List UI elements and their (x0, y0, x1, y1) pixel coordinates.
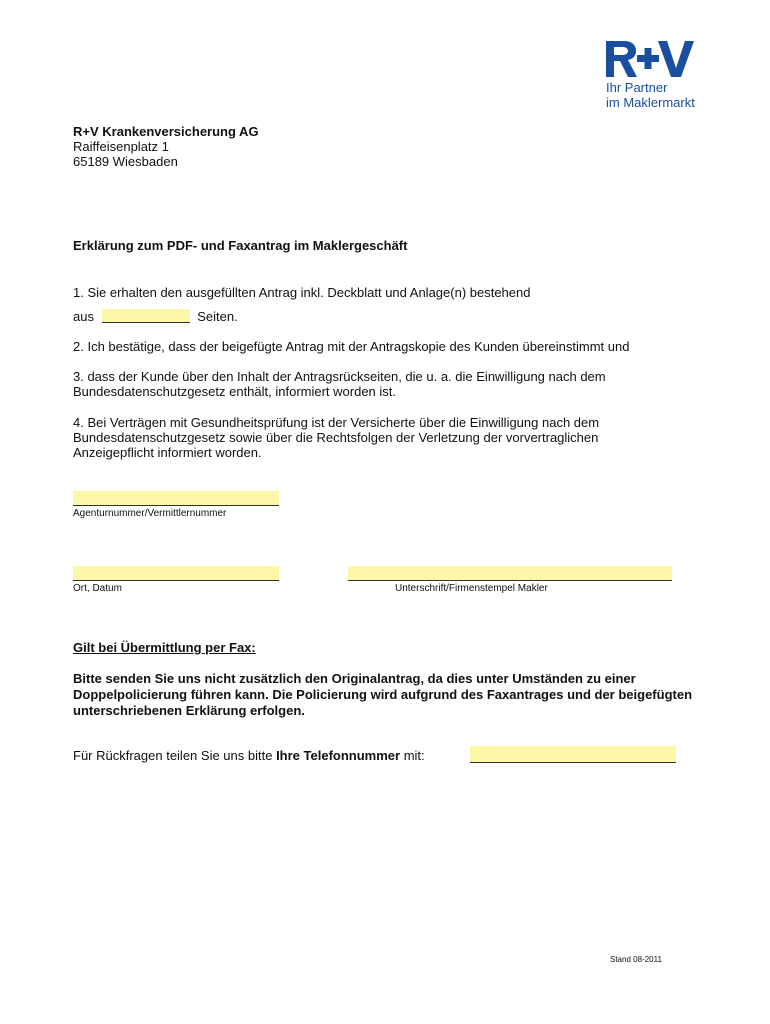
item-1-prefix: aus (73, 309, 94, 324)
item-1-suffix: Seiten. (197, 309, 238, 324)
place-date-caption: Ort, Datum (73, 583, 122, 594)
item-3: 3. dass der Kunde über den Inhalt der Antragsrückseiten, die u. a. die Einwilligung nach dem Bundesdatenschutzgesetz enthält, informiert worden ist. (73, 369, 606, 399)
logo-tagline (606, 80, 695, 110)
phone-prefix: Für Rückfragen teilen Sie uns bitte (73, 748, 273, 763)
item-1 (73, 285, 713, 324)
fax-text: Bitte senden Sie uns nicht zusätzlich den Originalantrag, da dies unter Umständen zu einer Doppelpolicierung führen kann. Die Policierung wird aufgrund des Faxantrages und der beigefügten unterschriebenen Erklärung erfolgen. (73, 671, 693, 718)
agent-number-field[interactable] (73, 491, 279, 506)
phone-number-field[interactable] (470, 746, 676, 763)
fax-heading: Gilt bei Übermittlung per Fax: (73, 640, 256, 655)
item-4: 4. Bei Verträgen mit Gesundheitsprüfung ist der Versicherte über die Einwilligung nach dem Bundesdatenschutzgesetz sowie über die Rechtsfolgen der Verletzung der vorvertraglichen Anzeigepflicht informiert worden. (73, 415, 600, 460)
recipient-address (73, 124, 259, 169)
tagline-line-2: im Maklermarkt (606, 95, 695, 110)
rv-logo (606, 41, 698, 79)
phone-bold: Ihre Telefonnummer (276, 748, 401, 763)
agent-number-caption: Agenturnummer/Vermittlernummer (73, 508, 227, 519)
phone-request (73, 748, 425, 763)
revision-stamp: Stand 08-2011 (610, 955, 662, 964)
signature-field[interactable] (348, 566, 672, 581)
tagline-line-1: Ihr Partner (606, 80, 668, 95)
item-1-pages-row (73, 309, 713, 324)
signature-caption: Unterschrift/Firmenstempel Makler (395, 583, 548, 594)
place-date-field[interactable] (73, 566, 279, 581)
document-title: Erklärung zum PDF- und Faxantrag im Maklergeschäft (73, 238, 408, 253)
phone-suffix: mit: (403, 748, 425, 763)
pages-count-field[interactable] (102, 309, 190, 323)
company-name: R+V Krankenversicherung AG (73, 124, 259, 139)
item-2: 2. Ich bestätige, dass der beigefügte Antrag mit der Antragskopie des Kunden übereinstimmt und (73, 339, 630, 354)
city: 65189 Wiesbaden (73, 154, 178, 169)
item-1-text: 1. Sie erhalten den ausgefüllten Antrag inkl. Deckblatt und Anlage(n) bestehend (73, 285, 531, 300)
street: Raiffeisenplatz 1 (73, 139, 169, 154)
